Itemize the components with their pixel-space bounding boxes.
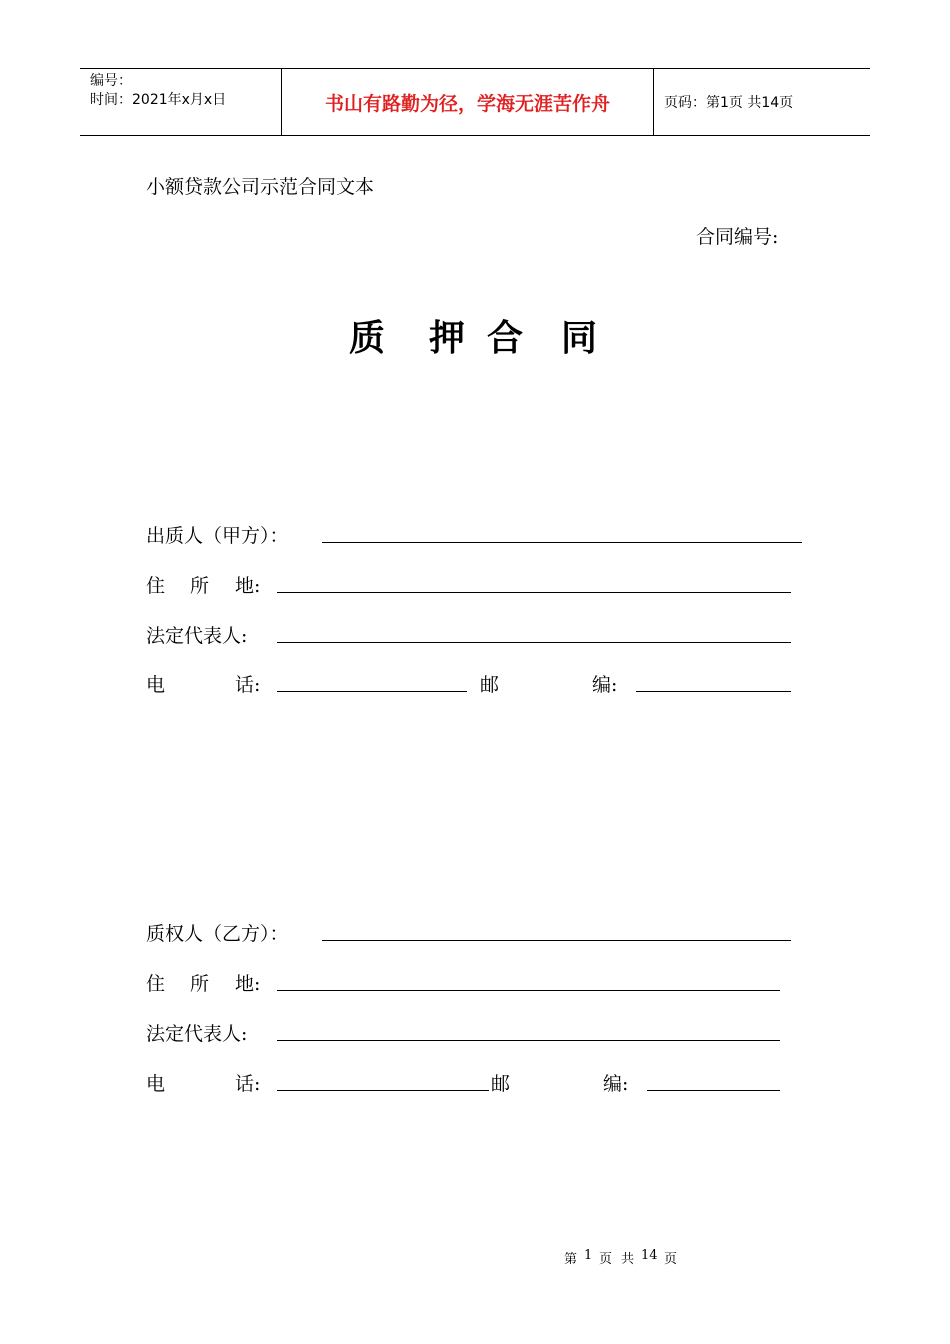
pledgee-label: 质权人（乙方）： [146, 923, 289, 945]
pledgee-address-char-1: 住 [146, 973, 166, 995]
pledgor-phone-char-1: 电 [146, 674, 166, 696]
page-header [80, 68, 870, 136]
pledgee-phone-line[interactable] [277, 1090, 489, 1091]
pledgor-phone-line[interactable] [277, 691, 467, 692]
pledgee-name-line[interactable] [322, 940, 791, 941]
pledgee-phone-char-1: 电 [146, 1073, 166, 1095]
pledgor-legal-rep-label: 法定代表人: [146, 625, 248, 647]
pledgor-legal-rep-line[interactable] [277, 642, 791, 643]
pledgor-phone-char-2: 话: [235, 674, 261, 696]
pledgor-name-line[interactable] [322, 542, 802, 543]
document-subtitle: 小额贷款公司示范合同文本 [146, 176, 375, 198]
pledgor-postcode-char-1: 邮 [480, 674, 500, 696]
pledgee-address-char-3: 地: [235, 973, 261, 995]
footer-current-page: 1 [584, 1248, 593, 1263]
header-left-cell [80, 69, 281, 135]
pledgor-postcode-char-2: 编: [592, 674, 618, 696]
footer-part-6: 页 [664, 1252, 678, 1267]
pledgor-address-line[interactable] [277, 592, 791, 593]
pledgor-postcode-line[interactable] [636, 691, 791, 692]
pledgee-legal-rep-line[interactable] [277, 1040, 780, 1041]
document-number-label: 编号： [90, 73, 132, 89]
title-char-3: 合 [487, 317, 524, 359]
pledgor-address-char-2: 所 [190, 575, 210, 597]
pledgee-postcode-line[interactable] [647, 1090, 780, 1091]
pledgor-label: 出质人（甲方）： [146, 525, 289, 547]
title-char-2: 押 [429, 317, 466, 359]
header-motto: 书山有路勤为径，学海无涯苦作舟 [281, 69, 654, 135]
contract-number-label: 合同编号: [696, 226, 779, 248]
pledgor-address-char-3: 地: [235, 575, 261, 597]
pledgor-address-char-1: 住 [146, 575, 166, 597]
footer-total-pages: 14 [641, 1248, 658, 1263]
pledgee-legal-rep-label: 法定代表人: [146, 1023, 248, 1045]
pledgee-postcode-char-1: 邮 [491, 1073, 511, 1095]
footer-part-4: 共 [621, 1252, 635, 1267]
pledgee-address-line[interactable] [277, 990, 780, 991]
title-char-4: 同 [561, 317, 598, 359]
footer-part-1: 第 [564, 1252, 578, 1267]
title-char-1: 质 [349, 317, 386, 359]
pledgee-phone-char-2: 话: [235, 1073, 261, 1095]
footer-part-3: 页 [599, 1252, 613, 1267]
pledgee-address-char-2: 所 [190, 973, 210, 995]
document-time-label: 时间：2021年x月x日 [90, 92, 227, 108]
pledgee-postcode-char-2: 编: [603, 1073, 629, 1095]
header-page-info: 页码：第1页 共14页 [664, 95, 794, 111]
